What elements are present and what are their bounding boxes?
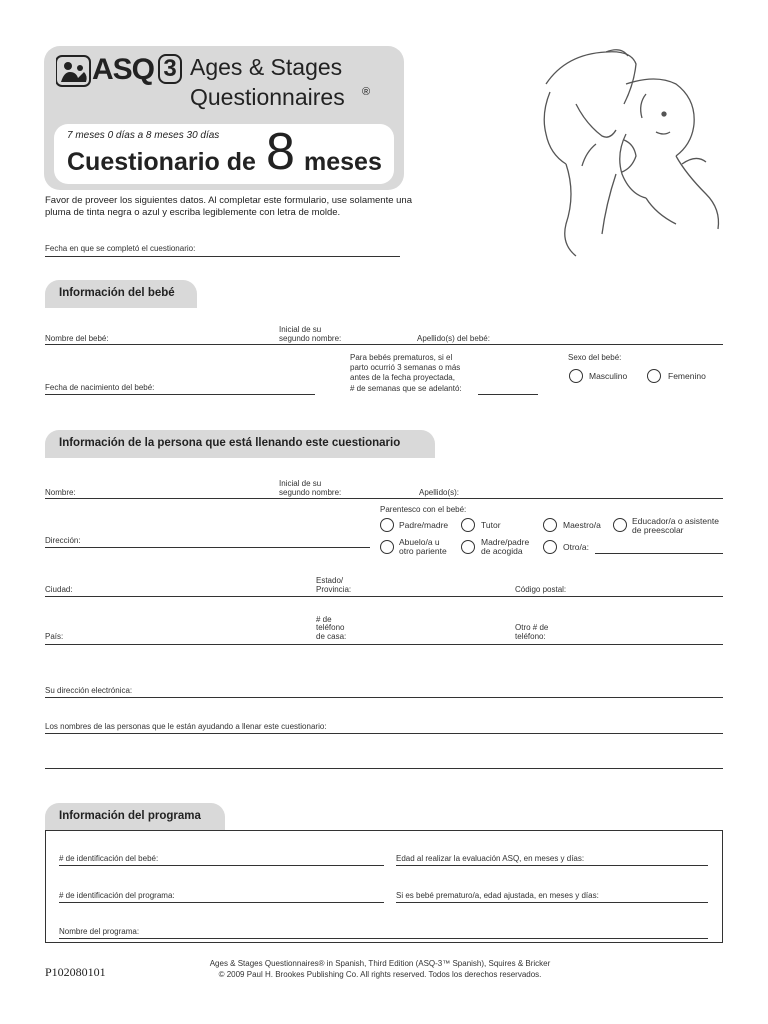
rel-foster-label-2: de acogida <box>481 546 523 556</box>
birth-date-field[interactable] <box>45 394 315 395</box>
email-field[interactable] <box>45 697 723 698</box>
adjusted-age-field[interactable] <box>396 902 708 903</box>
rel-grandparent-radio[interactable] <box>380 540 394 554</box>
helpers-field-2[interactable] <box>45 768 723 769</box>
baby-last-name-label: Apellido(s) del bebé: <box>417 334 490 343</box>
sex-label: Sexo del bebé: <box>568 353 622 362</box>
person-name-field[interactable] <box>45 498 723 499</box>
rel-grandparent-label-2: otro pariente <box>399 546 447 556</box>
program-id-label: # de identificación del programa: <box>59 891 175 900</box>
rel-educator-label-1: Educador/a o asistente <box>632 516 719 526</box>
person-middle-initial-label-1: Inicial de su <box>279 479 322 488</box>
rel-other-label: Otro/a: <box>563 542 589 552</box>
program-info-tab: Información del programa <box>45 803 225 831</box>
baby-name-label: Nombre del bebé: <box>45 334 109 343</box>
address-label: Dirección: <box>45 536 81 545</box>
sex-male-label: Masculino <box>589 371 628 381</box>
logo-text: ASQ <box>92 53 155 86</box>
program-id-field[interactable] <box>59 902 384 903</box>
program-name-field[interactable] <box>59 938 708 939</box>
relationship-label: Parentesco con el bebé: <box>380 505 467 514</box>
person-last-name-label: Apellido(s): <box>419 488 460 497</box>
questionnaire-month-number: 8 <box>266 123 295 181</box>
footer-citation: Ages & Stages Questionnaires® in Spanish, Third Edition (ASQ-3™ Spanish), Squires & Bricker <box>209 959 551 968</box>
title-line-2: Questionnaires <box>190 84 345 110</box>
mother-baby-illustration <box>506 44 732 260</box>
rel-teacher-radio[interactable] <box>543 518 557 532</box>
rel-foster-radio[interactable] <box>461 540 475 554</box>
person-name-label: Nombre: <box>45 488 76 497</box>
rel-educator-label-2: de preescolar <box>632 525 684 535</box>
rel-educator-radio[interactable] <box>613 518 627 532</box>
program-name-label: Nombre del programa: <box>59 927 140 936</box>
city-field[interactable] <box>45 596 723 597</box>
questionnaire-title: Cuestionario de <box>67 148 256 176</box>
registered-mark: ® <box>362 86 371 98</box>
premature-label-1: Para bebés prematuros, si el <box>350 353 453 362</box>
premature-label-3: antes de la fecha proyectada, <box>350 373 455 382</box>
other-phone-label-2: teléfono: <box>515 632 546 641</box>
age-eval-label: Edad al realizar la evaluación ASQ, en meses y días: <box>396 854 585 863</box>
rel-foster-label-1: Madre/padre <box>481 537 530 547</box>
title-line-1: Ages & Stages <box>190 54 343 80</box>
person-info-tab: Información de la persona que está llenando este cuestionario <box>45 430 435 458</box>
baby-middle-initial-label-1: Inicial de su <box>279 325 322 334</box>
email-label: Su dirección electrónica: <box>45 686 133 695</box>
home-phone-label-2: teléfono <box>316 623 345 632</box>
baby-middle-initial-label-2: segundo nombre: <box>279 334 342 343</box>
country-field[interactable] <box>45 644 723 645</box>
home-phone-label-3: de casa: <box>316 632 347 641</box>
state-label-2: Provincia: <box>316 585 352 594</box>
other-phone-label-1: Otro # de <box>515 623 549 632</box>
sex-male-radio[interactable] <box>569 369 583 383</box>
weeks-premature-field[interactable] <box>478 394 538 395</box>
baby-id-field[interactable] <box>59 865 384 866</box>
instructions: Favor de proveer los siguientes datos. Al completar este formulario, use solamente una pluma de tinta negra o azul y escriba legiblemente con letra de molde. <box>45 195 412 218</box>
completion-date-field[interactable] <box>45 256 400 257</box>
sex-female-label: Femenino <box>668 371 706 381</box>
rel-tutor-label: Tutor <box>481 520 501 530</box>
state-label-1: Estado/ <box>316 576 344 585</box>
country-label: País: <box>45 632 64 641</box>
rel-tutor-radio[interactable] <box>461 518 475 532</box>
rel-parent-label: Padre/madre <box>399 520 449 530</box>
program-info-box <box>45 830 723 943</box>
helpers-field-1[interactable] <box>45 733 723 734</box>
address-field[interactable] <box>45 547 370 548</box>
rel-other-radio[interactable] <box>543 540 557 554</box>
postal-code-label: Código postal: <box>515 585 567 594</box>
sex-female-radio[interactable] <box>647 369 661 383</box>
baby-id-label: # de identificación del bebé: <box>59 854 159 863</box>
completion-date-label: Fecha en que se completó el cuestionario: <box>45 244 196 253</box>
birth-date-label: Fecha de nacimiento del bebé: <box>45 383 155 392</box>
rel-grandparent-label-1: Abuelo/a u <box>399 537 440 547</box>
person-middle-initial-label-2: segundo nombre: <box>279 488 342 497</box>
home-phone-label-1: # de <box>316 615 332 624</box>
rel-parent-radio[interactable] <box>380 518 394 532</box>
baby-info-tab: Información del bebé <box>45 280 197 308</box>
helpers-label: Los nombres de las personas que le están ayudando a llenar este cuestionario: <box>45 722 327 731</box>
premature-label-2: parto ocurrió 3 semanas o más <box>350 363 461 372</box>
footer-copyright: © 2009 Paul H. Brookes Publishing Co. All rights reserved. Todos los derechos reservados. <box>218 970 542 979</box>
rel-other-field[interactable] <box>595 553 723 554</box>
form-code: P102080101 <box>45 965 106 979</box>
adjusted-age-label: Si es bebé prematuro/a, edad ajustada, en meses y días: <box>396 891 599 900</box>
rel-teacher-label: Maestro/a <box>563 520 601 530</box>
age-eval-field[interactable] <box>396 865 708 866</box>
logo-number: 3 <box>158 54 182 84</box>
premature-label-4: # de semanas que se adelantó: <box>350 384 462 393</box>
age-range: 7 meses 0 días a 8 meses 30 días <box>67 130 220 141</box>
city-label: Ciudad: <box>45 585 73 594</box>
questionnaire-title-suffix: meses <box>304 148 382 176</box>
baby-name-field[interactable] <box>45 344 723 345</box>
